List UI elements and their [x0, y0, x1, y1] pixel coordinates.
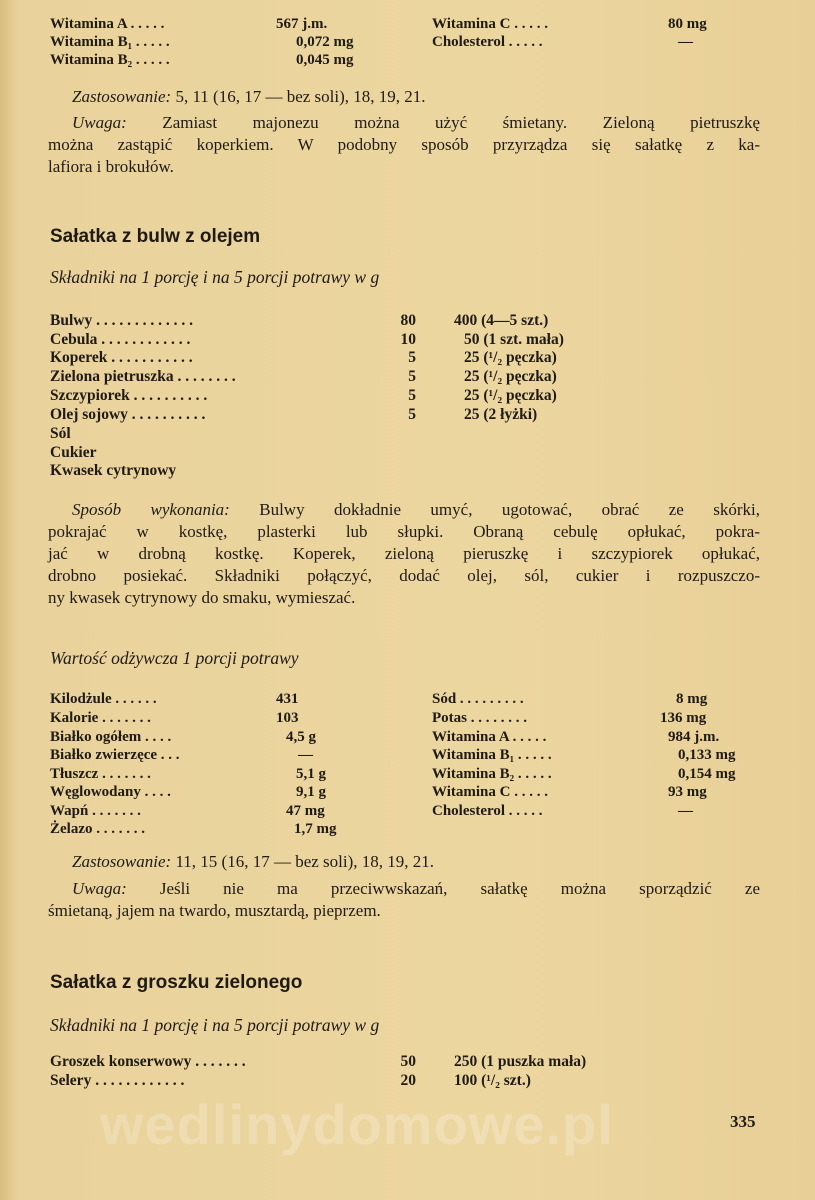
nutrient-value: 103	[276, 710, 299, 726]
nutrient-name: Sód . . . . . . . . .	[432, 691, 524, 707]
ingredient-name: Groszek konserwowy . . . . . . .	[50, 1053, 246, 1070]
nutrient-name: Wapń . . . . . . .	[50, 803, 141, 819]
nutrient-value: 1,7 mg	[294, 821, 337, 837]
ingredient-name: Olej sojowy . . . . . . . . . .	[50, 406, 206, 423]
recipe-title: Sałatka z bulw z olejem	[50, 226, 261, 247]
ingredient-name: Sól	[50, 425, 71, 442]
nutrient-value: 984 j.m.	[668, 729, 720, 745]
recipe-title: Sałatka z groszku zielonego	[50, 972, 303, 993]
ingredients-header: Składniki na 1 porcję i na 5 porcji potrawy w g	[50, 267, 380, 287]
usage-label: Zastosowanie:	[72, 87, 172, 106]
nutrient-name: Tłuszcz . . . . . . .	[50, 766, 151, 782]
nutrient-value: 93 mg	[668, 784, 707, 800]
ingredient-amount-5: 25 (¹/₂ pęczka)	[464, 387, 557, 404]
watermark: wedlinydomowe.pl	[100, 1093, 614, 1156]
nutrient-name: Witamina A . . . . .	[432, 729, 547, 745]
note-line: można zastąpić koperkiem. W podobny sposób przyrządza się sałatkę z ka-	[48, 135, 760, 154]
nutrient-value: 0,154 mg	[678, 766, 736, 782]
page-number: 335	[730, 1112, 756, 1131]
nutrient-name: Witamina B₁ . . . . .	[432, 747, 552, 763]
method-label: Sposób wykonania:	[72, 500, 230, 519]
nutrient-name: Witamina B₂ . . . . .	[432, 766, 552, 782]
ingredient-name: Selery . . . . . . . . . . . .	[50, 1072, 185, 1089]
ingredient-amount-1: 5	[408, 406, 416, 423]
ingredient-name: Bulwy . . . . . . . . . . . . .	[50, 312, 193, 329]
nutrient-name: Białko zwierzęce . . .	[50, 747, 180, 763]
ingredient-name: Zielona pietruszka . . . . . . . .	[50, 368, 236, 385]
nutrient-name: Węglowodany . . . .	[50, 784, 171, 800]
nutrient-name: Kilodżule . . . . . .	[50, 691, 157, 707]
method-paragraph	[48, 499, 760, 609]
note-line: Jeśli nie ma przeciwwskazań, sałatkę można sporządzić ze	[126, 879, 760, 898]
ingredients-header: Składniki na 1 porcję i na 5 porcji potrawy w g	[50, 1015, 380, 1035]
nutrient-value: 9,1 g	[296, 784, 326, 800]
ingredient-amount-5: 400 (4—5 szt.)	[454, 312, 549, 329]
nutrient-name: Witamina B₂ . . . . .	[50, 52, 170, 68]
nutrient-name: Witamina C . . . . .	[432, 784, 548, 800]
nutrient-name: Kalorie . . . . . . .	[50, 710, 151, 726]
nutrient-name: Witamina C . . . . .	[432, 16, 548, 32]
ingredient-amount-5: 250 (1 puszka mała)	[454, 1053, 587, 1070]
ingredient-amount-1: 5	[408, 349, 416, 366]
ingredient-amount-1: 80	[400, 312, 416, 329]
note-label: Uwaga:	[72, 113, 127, 132]
nutrient-value: 47 mg	[286, 803, 325, 819]
note-label: Uwaga:	[72, 879, 127, 898]
ingredient-amount-5: 100 (¹/₂ szt.)	[454, 1072, 531, 1089]
nutrient-value: —	[678, 803, 693, 819]
nutrient-value: 567 j.m.	[276, 16, 328, 32]
top-note	[48, 112, 760, 178]
nutrient-name: Cholesterol . . . . .	[432, 803, 543, 819]
nutrient-name: Białko ogółem . . . .	[50, 729, 172, 745]
note-line: Zamiast majonezu można użyć śmietany. Zieloną pietruszkę	[126, 113, 760, 132]
nutrient-value: —	[678, 34, 693, 50]
nutrient-name: Witamina B₁ . . . . .	[50, 34, 170, 50]
nutrient-value: 8 mg	[676, 691, 708, 707]
ingredient-amount-1: 5	[408, 387, 416, 404]
ingredient-amount-5: 25 (¹/₂ pęczka)	[464, 368, 557, 385]
nutrient-value: 136 mg	[660, 710, 707, 726]
nutrient-value: 0,072 mg	[296, 34, 354, 50]
nutrient-name: Cholesterol . . . . .	[432, 34, 543, 50]
ingredient-amount-5: 50 (1 szt. mała)	[464, 331, 564, 348]
usage-text: 11, 15 (16, 17 — bez soli), 18, 19, 21.	[171, 852, 435, 871]
nutrient-name: Witamina A . . . . .	[50, 16, 165, 32]
method-line: pokrajać w kostkę, plasterki lub słupki. Obraną cebulę opłukać, pokra-	[48, 522, 760, 541]
ingredient-name: Kwasek cytrynowy	[50, 462, 177, 479]
nutrient-value: 0,045 mg	[296, 52, 354, 68]
note-paragraph	[48, 878, 760, 922]
usage-paragraph	[48, 851, 760, 873]
note-line: śmietaną, jajem na twardo, musztardą, pieprzem.	[48, 901, 381, 920]
method-line: jać w drobną kostkę. Koperek, zieloną pieruszkę i szczypiorek opłukać,	[48, 544, 760, 563]
nutrient-value: 5,1 g	[296, 766, 326, 782]
ingredient-amount-5: 25 (¹/₂ pęczka)	[464, 349, 557, 366]
ingredient-amount-1: 5	[408, 368, 416, 385]
ingredient-name: Szczypiorek . . . . . . . . . .	[50, 387, 208, 404]
ingredient-amount-5: 25 (2 łyżki)	[464, 406, 538, 423]
method-line: Bulwy dokładnie umyć, ugotować, obrać ze skórki,	[229, 500, 761, 519]
note-line: lafiora i brokułów.	[48, 157, 174, 176]
method-line: ny kwasek cytrynowy do smaku, wymieszać.	[48, 588, 356, 607]
usage-text: 5, 11 (16, 17 — bez soli), 18, 19, 21.	[171, 87, 426, 106]
usage-label: Zastosowanie:	[72, 852, 172, 871]
top-usage	[48, 86, 760, 108]
nutrient-value: 4,5 g	[286, 729, 316, 745]
nutrient-value: 431	[276, 691, 299, 707]
ingredient-name: Cebula . . . . . . . . . . . .	[50, 331, 191, 348]
nutrient-value: 0,133 mg	[678, 747, 736, 763]
ingredient-amount-1: 20	[400, 1072, 416, 1089]
nutrient-value: —	[298, 747, 313, 763]
ingredient-name: Koperek . . . . . . . . . . .	[50, 349, 193, 366]
nutrient-value: 80 mg	[668, 16, 707, 32]
ingredient-amount-1: 10	[400, 331, 416, 348]
ingredient-name: Cukier	[50, 444, 97, 461]
ingredient-amount-1: 50	[400, 1053, 416, 1070]
nutrient-name: Żelazo . . . . . . .	[50, 821, 145, 837]
method-line: drobno posiekać. Składniki połączyć, dodać olej, sól, cukier i rozpuszczo-	[48, 566, 760, 585]
nutrition-header: Wartość odżywcza 1 porcji potrawy	[50, 648, 299, 668]
nutrient-name: Potas . . . . . . . .	[432, 710, 527, 726]
